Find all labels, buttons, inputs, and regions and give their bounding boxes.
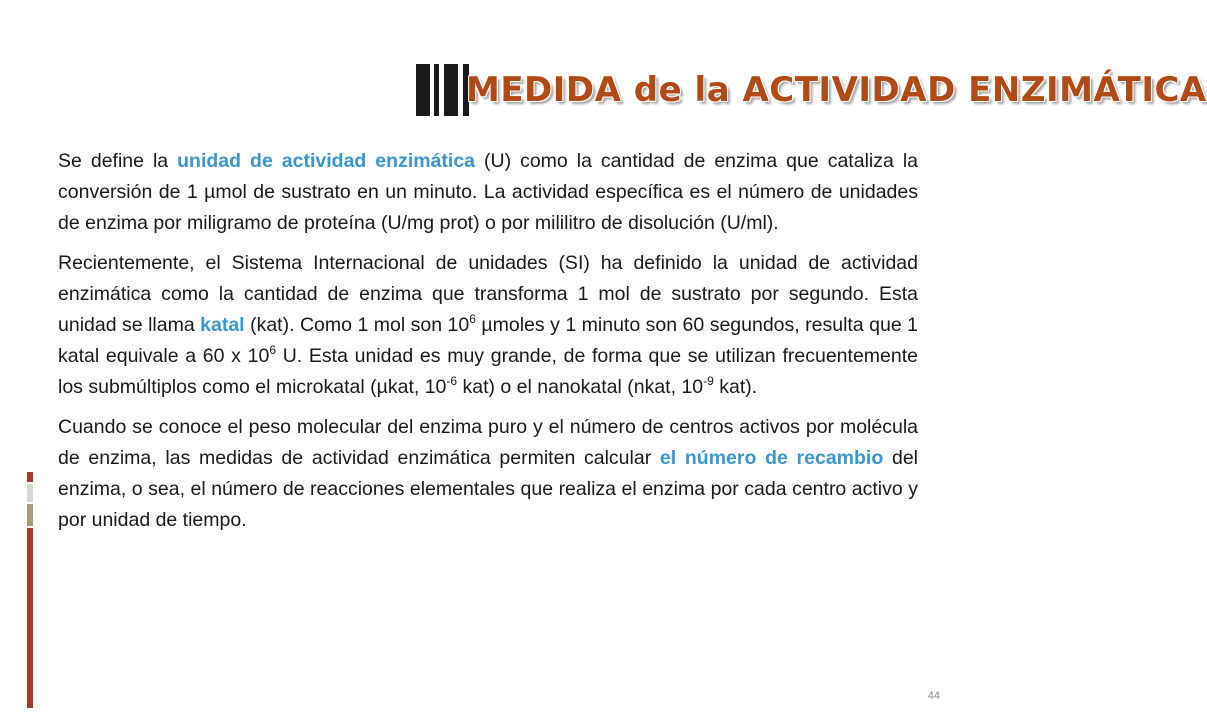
page-number: 44 bbox=[927, 690, 940, 702]
side-accent-bar bbox=[27, 504, 33, 526]
text-run: Se define la bbox=[58, 150, 178, 172]
text-run: Cuando se conoce el peso molecular del enzima puro y el número de centros activos por molécula de enzima, las medidas de actividad enzimática permiten calcular bbox=[58, 416, 918, 469]
title-bar bbox=[416, 64, 430, 116]
superscript: -6 bbox=[446, 373, 458, 388]
slide-title: MEDIDA de la ACTIVIDAD ENZIMÁTICA bbox=[466, 70, 1207, 110]
title-bar bbox=[444, 64, 458, 116]
text-run: (kat). Como 1 mol son 10 bbox=[244, 314, 470, 336]
text-run: (U) como la cantidad de enzima que cataliza la conversión de 1 µmol de sustrato en un minuto. La actividad específica es el número de unidades de enzima por miligramo de proteína (U/mg prot) o por mililitro de disolución (U/ml). bbox=[58, 150, 918, 234]
side-accent-bar bbox=[27, 484, 33, 502]
text-run: U. Esta unidad es muy grande, de forma que se utilizan frecuentemente los submúltiplos como el microkatal (µkat, 10 bbox=[58, 345, 918, 398]
slide-body bbox=[58, 146, 918, 545]
side-accent-bar bbox=[27, 528, 33, 708]
text-run: del enzima, o sea, el número de reacciones elementales que realiza el enzima por cada centro activo y por unidad de tiempo. bbox=[58, 447, 918, 531]
text-run: µmoles y 1 minuto son 60 segundos, resulta que 1 katal equivale a 60 x 10 bbox=[58, 314, 919, 367]
paragraph-unit-definition bbox=[58, 146, 918, 239]
text-run: Recientemente, el Sistema Internacional de unidades (SI) ha definido la unidad de actividad enzimática como la cantidad de enzima que transforma 1 mol de sustrato por segundo. Esta unidad se llama bbox=[58, 252, 918, 336]
superscript: 6 bbox=[269, 342, 277, 357]
paragraph-katal bbox=[58, 248, 918, 403]
superscript: -9 bbox=[703, 373, 714, 388]
side-accent-bar bbox=[27, 472, 33, 482]
superscript: 6 bbox=[469, 311, 476, 326]
highlight-term: unidad de actividad enzimática bbox=[177, 150, 476, 172]
highlight-term: el número de recambio bbox=[659, 447, 884, 469]
title-bar bbox=[434, 64, 439, 116]
highlight-term: katal bbox=[200, 314, 245, 336]
paragraph-turnover bbox=[58, 412, 918, 536]
text-run: kat). bbox=[713, 376, 758, 398]
text-run: kat) o el nanokatal (nkat, 10 bbox=[457, 376, 704, 398]
